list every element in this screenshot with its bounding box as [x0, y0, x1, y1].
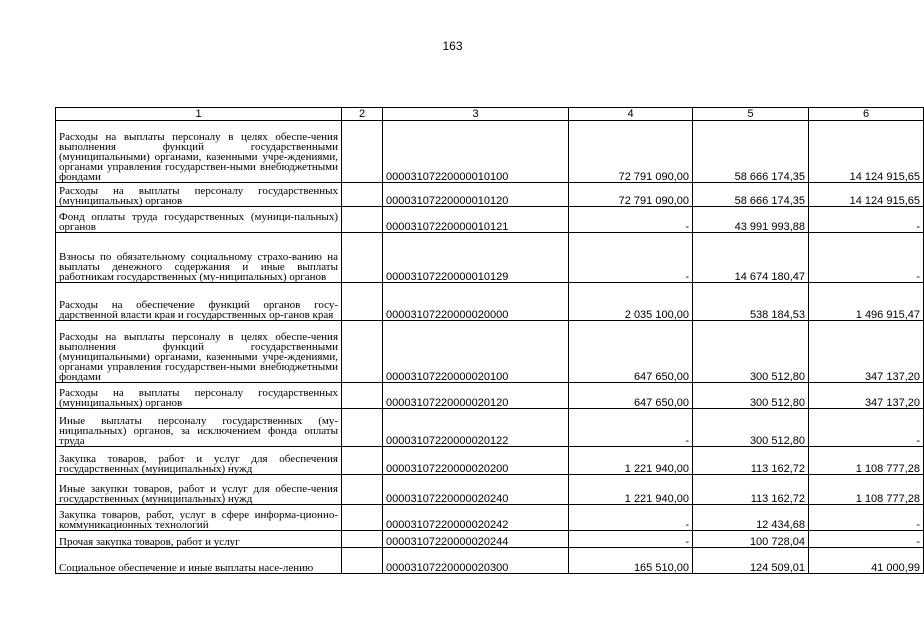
row-amount-executed-cell: 300 512,80	[693, 321, 809, 383]
row-col2-cell	[342, 531, 383, 548]
row-amount-approved-cell: 72 791 090,00	[569, 183, 693, 207]
table-row	[56, 233, 924, 283]
row-amount-executed-cell: 113 162,72	[693, 475, 809, 505]
row-col2-cell	[342, 321, 383, 383]
row-col2-cell	[342, 409, 383, 447]
table-row	[56, 409, 924, 447]
table-row	[56, 447, 924, 475]
row-code-cell: 00003107220000010100	[383, 121, 569, 183]
row-amount-remaining-cell: 14 124 915,65	[809, 121, 924, 183]
row-amount-executed-cell: 124 509,01	[693, 548, 809, 574]
row-code-cell: 00003107220000020200	[383, 447, 569, 475]
row-code-cell: 00003107220000020100	[383, 321, 569, 383]
row-code-cell: 00003107220000020300	[383, 548, 569, 574]
table-row	[56, 121, 924, 183]
table-header-row	[56, 108, 924, 121]
table-row	[56, 475, 924, 505]
row-amount-approved-cell: -	[569, 233, 693, 283]
row-amount-approved-cell: -	[569, 207, 693, 233]
row-amount-remaining-cell: -	[809, 531, 924, 548]
row-name-cell: Расходы на выплаты персоналу в целях обеспе-чения выполнения функций государственными (муниципальными) органами, казенными учре-ждениями, органами управления государствен-ными внебюджетными фондами	[56, 321, 342, 383]
table-row	[56, 505, 924, 531]
row-col2-cell	[342, 548, 383, 574]
row-amount-remaining-cell: 347 137,20	[809, 383, 924, 409]
row-amount-executed-cell: 14 674 180,47	[693, 233, 809, 283]
row-code-cell: 00003107220000020122	[383, 409, 569, 447]
row-col2-cell	[342, 505, 383, 531]
column-header: 5	[693, 108, 809, 121]
row-name-cell: Расходы на выплаты персоналу государственных (муниципальных) органов	[56, 383, 342, 409]
row-amount-remaining-cell: 1 108 777,28	[809, 447, 924, 475]
row-amount-approved-cell: -	[569, 505, 693, 531]
row-amount-executed-cell: 300 512,80	[693, 409, 809, 447]
row-name-cell: Иные закупки товаров, работ и услуг для обеспе-чения государственных (муниципальных) нужд	[56, 475, 342, 505]
column-header: 6	[809, 108, 924, 121]
table-row	[56, 383, 924, 409]
row-code-cell: 00003107220000020120	[383, 383, 569, 409]
row-code-cell: 00003107220000010129	[383, 233, 569, 283]
table-row	[56, 531, 924, 548]
column-header: 3	[383, 108, 569, 121]
row-amount-remaining-cell: 1 496 915,47	[809, 283, 924, 321]
row-amount-executed-cell: 113 162,72	[693, 447, 809, 475]
row-col2-cell	[342, 475, 383, 505]
row-col2-cell	[342, 233, 383, 283]
table-row	[56, 183, 924, 207]
row-code-cell: 00003107220000020000	[383, 283, 569, 321]
row-code-cell: 00003107220000010121	[383, 207, 569, 233]
table-row	[56, 283, 924, 321]
table-row	[56, 321, 924, 383]
row-col2-cell	[342, 121, 383, 183]
row-name-cell: Взносы по обязательному социальному страхо-ванию на выплаты денежного содержания и иные выплаты работникам государственных (му-ниципальных) органов	[56, 233, 342, 283]
row-name-cell: Иные выплаты персоналу государственных (му-ниципальных) органов, за исключением фонда оплаты труда	[56, 409, 342, 447]
row-name-cell: Расходы на выплаты персоналу государственных (муниципальных) органов	[56, 183, 342, 207]
row-amount-executed-cell: 12 434,68	[693, 505, 809, 531]
column-header: 1	[56, 108, 342, 121]
row-code-cell: 00003107220000020240	[383, 475, 569, 505]
row-code-cell: 00003107220000010120	[383, 183, 569, 207]
row-code-cell: 00003107220000020244	[383, 531, 569, 548]
row-col2-cell	[342, 283, 383, 321]
row-amount-approved-cell: -	[569, 409, 693, 447]
table-row	[56, 207, 924, 233]
row-name-cell: Фонд оплаты труда государственных (муници-пальных) органов	[56, 207, 342, 233]
row-amount-approved-cell: 647 650,00	[569, 321, 693, 383]
row-amount-remaining-cell: 14 124 915,65	[809, 183, 924, 207]
row-amount-remaining-cell: -	[809, 505, 924, 531]
row-col2-cell	[342, 183, 383, 207]
row-amount-executed-cell: 300 512,80	[693, 383, 809, 409]
row-amount-approved-cell: 1 221 940,00	[569, 447, 693, 475]
row-amount-remaining-cell: -	[809, 233, 924, 283]
row-col2-cell	[342, 207, 383, 233]
budget-table	[55, 107, 924, 574]
row-name-cell: Закупка товаров, работ, услуг в сфере информа-ционно-коммуникационных технологий	[56, 505, 342, 531]
row-amount-remaining-cell: 1 108 777,28	[809, 475, 924, 505]
row-code-cell: 00003107220000020242	[383, 505, 569, 531]
row-amount-executed-cell: 100 728,04	[693, 531, 809, 548]
row-amount-executed-cell: 58 666 174,35	[693, 121, 809, 183]
row-amount-remaining-cell: 347 137,20	[809, 321, 924, 383]
column-header: 2	[342, 108, 383, 121]
row-amount-approved-cell: 72 791 090,00	[569, 121, 693, 183]
table-row	[56, 548, 924, 574]
row-amount-remaining-cell: -	[809, 409, 924, 447]
row-name-cell: Социальное обеспечение и иные выплаты насе-лению	[56, 548, 342, 574]
row-amount-approved-cell: 1 221 940,00	[569, 475, 693, 505]
row-amount-approved-cell: 165 510,00	[569, 548, 693, 574]
column-header: 4	[569, 108, 693, 121]
row-amount-executed-cell: 538 184,53	[693, 283, 809, 321]
row-amount-approved-cell: -	[569, 531, 693, 548]
row-col2-cell	[342, 383, 383, 409]
page-number: 163	[442, 39, 463, 53]
row-name-cell: Расходы на выплаты персоналу в целях обеспе-чения выполнения функций государственными (муниципальными) органами, казенными учре-ждениями, органами управления государствен-ными внебюджетными фондами	[56, 121, 342, 183]
row-amount-remaining-cell: -	[809, 207, 924, 233]
row-amount-executed-cell: 43 991 993,88	[693, 207, 809, 233]
row-amount-approved-cell: 2 035 100,00	[569, 283, 693, 321]
row-amount-approved-cell: 647 650,00	[569, 383, 693, 409]
row-amount-remaining-cell: 41 000,99	[809, 548, 924, 574]
row-amount-executed-cell: 58 666 174,35	[693, 183, 809, 207]
row-name-cell: Прочая закупка товаров, работ и услуг	[56, 531, 342, 548]
row-name-cell: Расходы на обеспечение функций органов госу-дарственной власти края и государственных ор-ганов края	[56, 283, 342, 321]
row-col2-cell	[342, 447, 383, 475]
row-name-cell: Закупка товаров, работ и услуг для обеспечения государственных (муниципальных) нужд	[56, 447, 342, 475]
